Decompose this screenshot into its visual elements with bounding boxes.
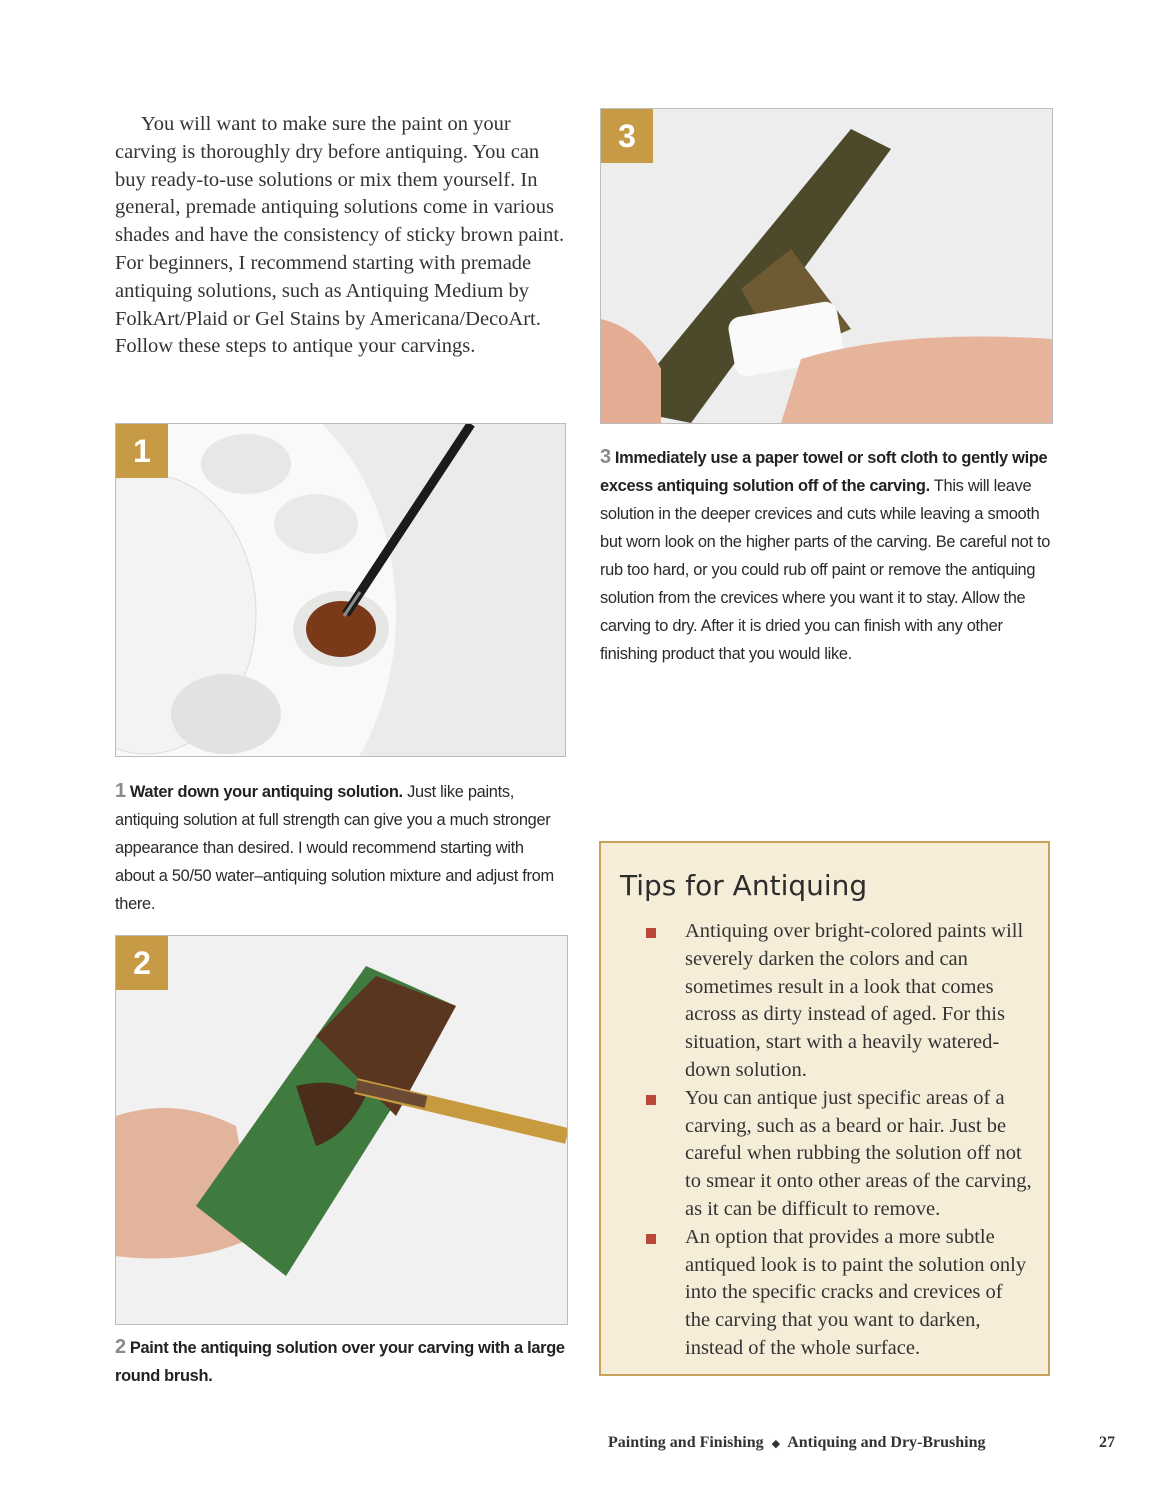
step-3-caption — [600, 443, 1055, 668]
step-3-bold: Immediately use a paper towel or soft cloth to gently wipe excess antiquing solution off of the carving. — [600, 449, 1048, 495]
step-2-badge: 2 — [116, 936, 168, 990]
carving-wipe-illustration — [601, 109, 1052, 423]
tip-text: Antiquing over bright-colored paints will severely darken the colors and can sometimes result in a look that comes across as dirty instead of aged. For this situation, start with a heavily watered-down solution. — [685, 920, 1024, 1081]
tip-item — [601, 1085, 1050, 1224]
step-1-bold: Water down your antiquing solution. — [129, 783, 403, 801]
step-3-text: This will leave solution in the deeper crevices and cuts while leaving a smooth but worn look on the higher parts of the carving. Be careful not to rub too hard, or you could rub off paint or remove the antiquing solution from the crevices where you want it to stay. Allow the carving to dry. After it is dried you can finish with any other finishing product that you would like. — [600, 477, 1051, 663]
tip-text: An option that provides a more subtle antiqued look is to paint the solution only into the specific cracks and crevices of the carving that you want to darken, instead of the whole surface. — [685, 1225, 1027, 1359]
step-3-number: 3 — [600, 446, 611, 468]
running-footer — [608, 1434, 986, 1452]
step-1-text: Just like paints, antiquing solution at full strength can give you a much stronger appearance than desired. I would recommend starting with about a 50/50 water–antiquing solution mixture and adjust from there. — [115, 783, 554, 913]
palette-illustration — [116, 424, 565, 756]
step-2-caption — [115, 1333, 565, 1390]
carving-brush-illustration — [116, 936, 567, 1324]
tips-box — [599, 841, 1050, 1376]
tip-text: You can antique just specific areas of a carving, such as a beard or hair. Just be careful when rubbing the solution off not to smear it onto other areas of the carving, as it can be difficult to remove. — [685, 1086, 1032, 1220]
bullet-icon — [646, 1095, 656, 1105]
footer-section: Painting and Finishing — [608, 1434, 764, 1451]
step-1-caption — [115, 777, 565, 918]
tip-item — [601, 1224, 1050, 1363]
step-3-badge: 3 — [601, 109, 653, 163]
tips-title: Tips for Antiquing — [620, 869, 868, 902]
step-2-bold: Paint the antiquing solution over your carving with a large round brush. — [115, 1339, 565, 1385]
step-2-photo — [115, 935, 568, 1325]
footer-separator-icon: ◆ — [771, 1438, 781, 1450]
step-2-number: 2 — [115, 1336, 126, 1358]
step-3-photo — [600, 108, 1053, 424]
intro-paragraph: You will want to make sure the paint on your carving is thoroughly dry before antiquing. You can buy ready-to-use solutions or mix them yourself. In general, premade antiquing solutions come in various shades and have the consistency of sticky brown paint. For beginners, I recommend starting with premade antiquing solutions, such as Antiquing Medium by FolkArt/Plaid or Gel Stains by Americana/DecoArt. Follow these steps to antique your carvings. — [115, 113, 565, 358]
bullet-icon — [646, 928, 656, 938]
tips-list — [601, 918, 1050, 1363]
step-1-badge: 1 — [116, 424, 168, 478]
footer-subsection: Antiquing and Dry-Brushing — [787, 1434, 986, 1451]
tip-item — [601, 918, 1050, 1085]
bullet-icon — [646, 1234, 656, 1244]
page-number: 27 — [1099, 1434, 1115, 1451]
step-1-photo — [115, 423, 566, 757]
step-1-number: 1 — [115, 780, 126, 802]
